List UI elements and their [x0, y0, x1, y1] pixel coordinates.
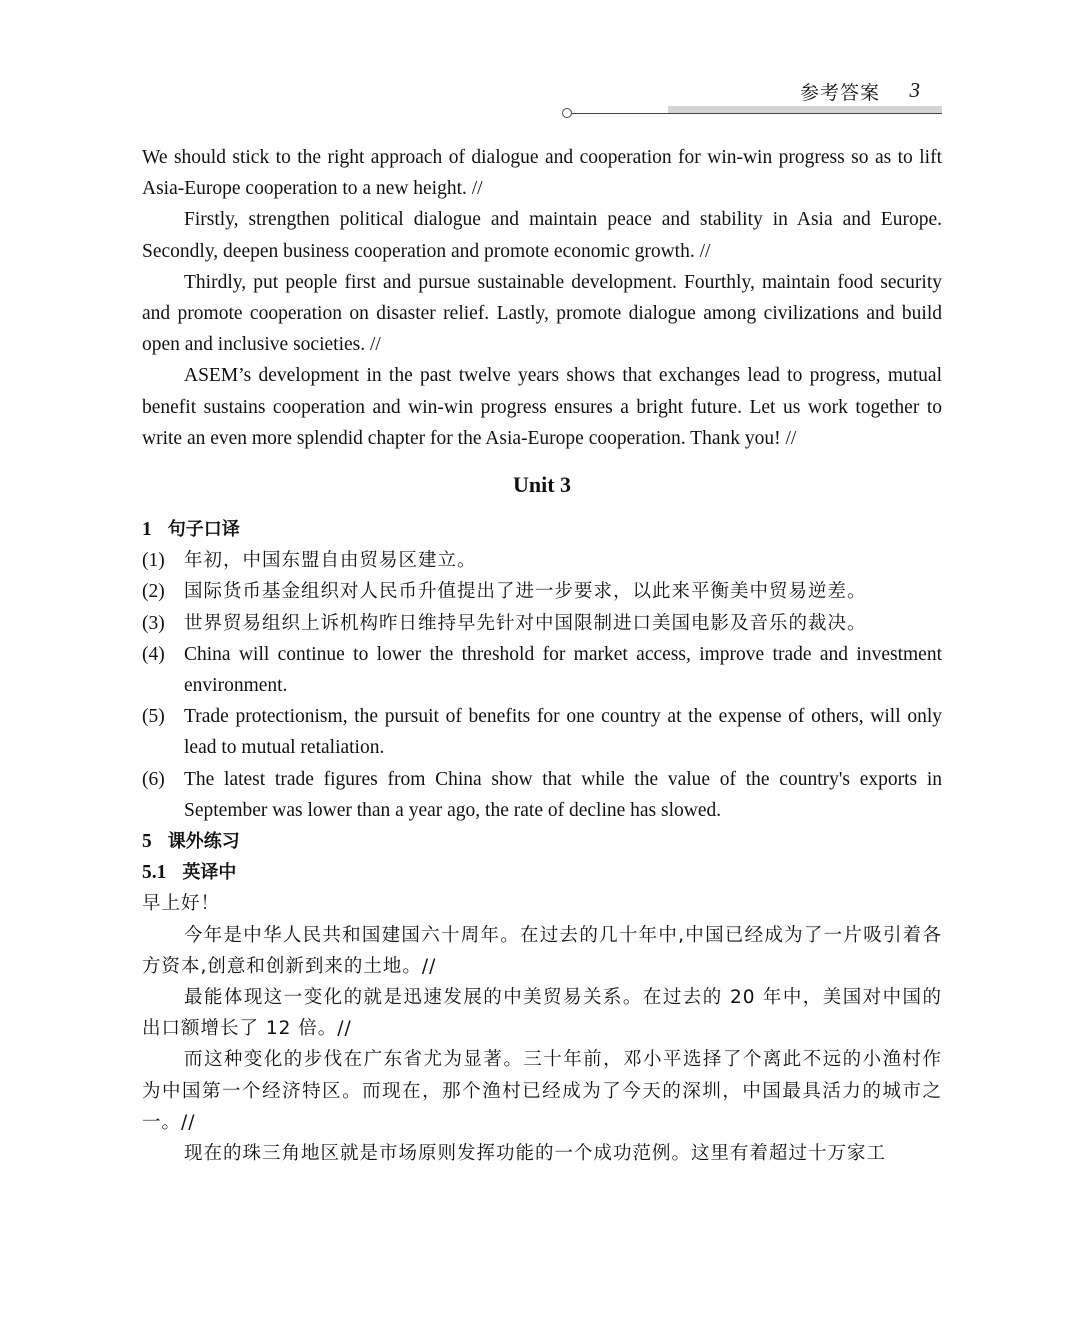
paragraph-cn-2: 最能体现这一变化的就是迅速发展的中美贸易关系。在过去的 20 年中，美国对中国的出口额增长了 12 倍。//	[142, 987, 942, 1040]
header-rule-circle	[562, 108, 572, 118]
list-item	[142, 639, 942, 701]
running-header-title: 参考答案	[799, 82, 880, 104]
list-item	[142, 545, 942, 576]
list-item	[142, 764, 942, 826]
list-item-number: (1)	[142, 550, 165, 572]
paragraph-cn-1: 今年是中华人民共和国建国六十周年。在过去的几十年中,中国已经成为了一片吸引着各方资本,创意和创新到来的土地。//	[142, 924, 942, 977]
section-heading-5-1	[142, 857, 942, 888]
list-item-text: The latest trade figures from China show that while the value of the country's exports in September was lower than a year ago, the rate of decline has slowed.	[184, 768, 942, 821]
sentence-list	[142, 545, 942, 826]
section-title: 英译中	[182, 862, 237, 884]
list-item-text: 世界贸易组织上诉机构昨日维持早先针对中国限制进口美国电影及音乐的裁决。	[184, 612, 867, 634]
section-title: 句子口译	[167, 519, 240, 541]
list-item	[142, 576, 942, 607]
list-item	[142, 608, 942, 639]
section-heading-1	[142, 514, 942, 545]
page-number: 3	[909, 78, 920, 102]
list-item-number: (3)	[142, 612, 165, 634]
paragraph-firstly: Firstly, strengthen political dialogue and maintain peace and stability in Asia and Europe. Secondly, deepen business cooperation and promote economic growth. //	[142, 209, 942, 262]
section-number: 5	[142, 831, 152, 853]
list-item-text: Trade protectionism, the pursuit of benefits for one country at the expense of others, will only lead to mutual retaliation.	[184, 706, 942, 759]
header-rule-line	[570, 113, 942, 114]
list-item-number: (6)	[142, 768, 165, 790]
list-item	[142, 701, 942, 763]
list-item-number: (5)	[142, 706, 165, 728]
list-item-number: (4)	[142, 643, 165, 665]
list-item-text: China will continue to lower the threshold for market access, improve trade and investment environment.	[184, 643, 942, 697]
paragraph-asem: ASEM’s development in the past twelve years shows that exchanges lead to progress, mutual benefit sustains cooperation and win-win progress ensures a bright future. Let us work together to write an even more splendid chapter for the Asia-Europe cooperation. Thank you! //	[142, 365, 942, 449]
page-header	[142, 76, 942, 118]
paragraph-cn-3: 而这种变化的步伐在广东省尤为显著。三十年前，邓小平选择了个离此不远的小渔村作为中国第一个经济特区。而现在，那个渔村已经成为了今天的深圳，中国最具活力的城市之一。//	[142, 1049, 942, 1133]
header-rule-shade	[668, 106, 942, 113]
section-number: 5.1	[142, 862, 167, 884]
paragraph-cn-4: 现在的珠三角地区就是市场原则发挥功能的一个成功范例。这里有着超过十万家工	[184, 1143, 887, 1165]
paragraph-intro: We should stick to the right approach of dialogue and cooperation for win-win progress so as to lift Asia-Europe cooperation to a new height. //	[142, 147, 942, 200]
unit-title: Unit 3	[512, 472, 572, 498]
section-title: 课外练习	[167, 831, 240, 853]
list-item-text: 年初，中国东盟自由贸易区建立。	[184, 550, 477, 572]
list-item-number: (2)	[142, 581, 165, 603]
page-content	[142, 142, 942, 1169]
section-number: 1	[142, 519, 152, 541]
greeting: 早上好！	[142, 893, 221, 915]
list-item-text: 国际货币基金组织对人民币升值提出了进一步要求，以此来平衡美中贸易逆差。	[184, 581, 867, 603]
section-heading-5	[142, 826, 942, 857]
paragraph-thirdly: Thirdly, put people first and pursue sustainable development. Fourthly, maintain food security and promote cooperation on disaster relief. Lastly, promote dialogue among civilizations and build open and inclusive societies. //	[142, 271, 942, 356]
